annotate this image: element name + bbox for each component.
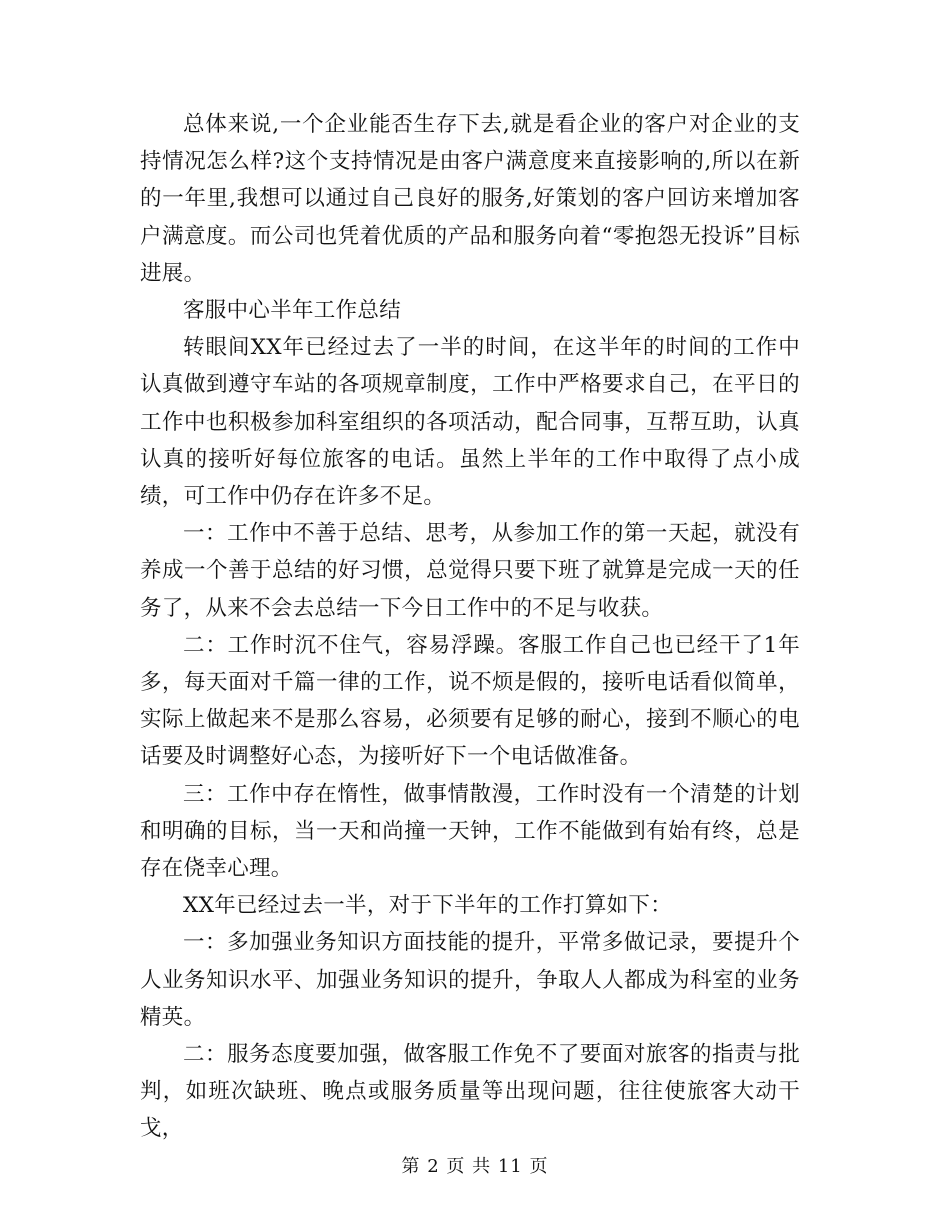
paragraph-plan-2: 二：服务态度要加强，做客服工作免不了要面对旅客的指责与批判，如班次缺班、晚点或服务质量等出现问题，往往使旅客大动干戈， xyxy=(140,1042,800,1142)
paragraph-summary: 总体来说,一个企业能否生存下去,就是看企业的客户对企业的支持情况怎么样?这个支持情况是由客户满意度来直接影响的,所以在新的一年里,我想可以通过自己良好的服务,好策划的客户回访来增加客户满意度。而公司也凭着优质的产品和服务向着“零抱怨无投诉”目标进展。 xyxy=(140,112,800,286)
paragraph-intro: 转眼间XX年已经过去了一半的时间，在这半年的时间的工作中认真做到遵守车站的各项规章制度，工作中严格要求自己，在平日的工作中也积极参加科室组织的各项活动，配合同事，互帮互助，认真认真的接听好每位旅客的电话。虽然上半年的工作中取得了点小成绩，可工作中仍存在许多不足。 xyxy=(140,335,800,510)
paragraph-issue-3: 三：工作中存在惰性，做事情散漫，工作时没有一个清楚的计划和明确的目标，当一天和尚撞一天钟，工作不能做到有始有终，总是存在侥幸心理。 xyxy=(140,781,800,882)
paragraph-issue-2: 二：工作时沉不住气，容易浮躁。客服工作自己也已经干了1年多，每天面对千篇一律的工作，说不烦是假的，接听电话看似简单，实际上做起来不是那么容易，必须要有足够的耐心，接到不顺心的电话要及时调整好心态，为接听好下一个电话做准备。 xyxy=(140,632,800,770)
paragraph-plan-1: 一：多加强业务知识方面技能的提升，平常多做记录，要提升个人业务知识水平、加强业务知识的提升，争取人人都成为科室的业务精英。 xyxy=(140,930,800,1030)
page-number-footer: 第 2 页 共 11 页 xyxy=(401,1156,549,1177)
section-heading: 客服中心半年工作总结 xyxy=(183,298,402,324)
paragraph-issue-1: 一：工作中不善于总结、思考，从参加工作的第一天起，就没有养成一个善于总结的好习惯，总觉得只要下班了就算是完成一天的任务了，从来不会去总结一下今日工作中的不足与收获。 xyxy=(140,521,800,621)
paragraph-plan-intro: XX年已经过去一半，对于下半年的工作打算如下： xyxy=(183,893,673,919)
document-body xyxy=(140,106,800,1148)
